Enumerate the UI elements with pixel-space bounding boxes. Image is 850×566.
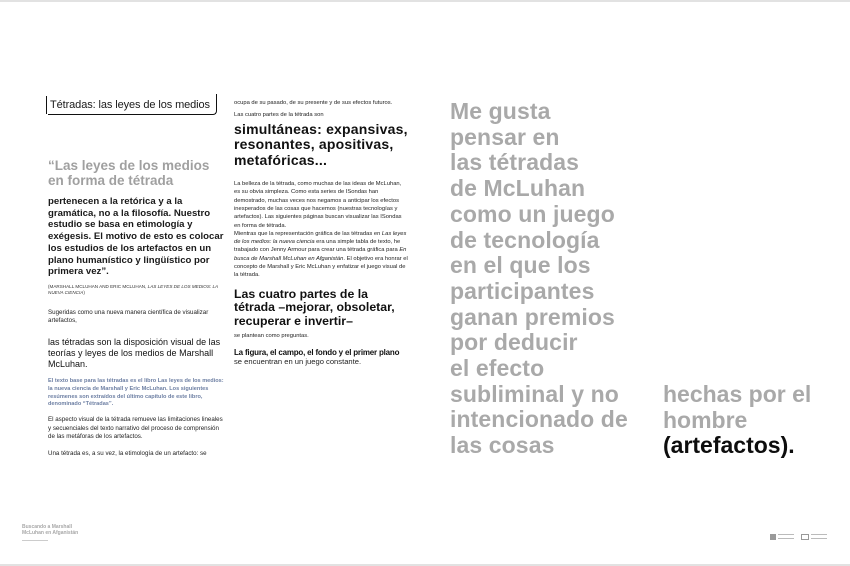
- statement-right: [663, 382, 843, 459]
- column-left: [48, 95, 224, 458]
- statement-line: Me gusta: [450, 98, 551, 124]
- statement-line: participantes: [450, 277, 595, 304]
- statement-line: subliminal y no: [450, 380, 619, 407]
- statement-line: pensar en: [450, 123, 560, 150]
- statement-line: el efecto: [450, 355, 545, 382]
- statement-line: intencionado de: [450, 406, 628, 433]
- institution-logo: [770, 533, 796, 540]
- paragraph-highlight: El texto base para las tétradas es el libro Las leyes de los medios: la nueva ciencia de Marshall y Eric McLuhan. Los siguientes resúmenes son extraídos del último capítulo de este libro, denominado “Tétradas”.: [48, 377, 224, 408]
- statement-grey: [450, 99, 680, 459]
- statement-right-line1: hechas por el: [663, 381, 812, 407]
- citation-end: ): [83, 290, 85, 296]
- paragraph-four-parts: Las cuatro partes de la tétrada son: [234, 112, 324, 119]
- paragraph-etymology: Una tétrada es, a su vez, la etimología de un artefacto: se: [48, 449, 207, 457]
- heading-simultaneous: simultáneas: expansivas, resonantes, apositivas, metafóricas...: [234, 120, 408, 168]
- section-title: Tétradas: las leyes de los medios: [50, 99, 210, 111]
- statement-line: por deducir: [450, 329, 578, 356]
- quote-heading: “Las leyes de los medios en forma de tétrada: [48, 158, 210, 188]
- paragraph-questions: se plantean como preguntas.: [234, 333, 309, 340]
- footer-line1: Buscando a Marshall: [22, 524, 73, 530]
- graphic-book-2: En busca de Marshall McLuhan en Afganistán: [234, 247, 407, 262]
- graphic-text-c: . El objetivo era honrar el concepto de Marshall y Eric McLuhan y enfatizar el juego visual de la tétrada.: [234, 255, 408, 279]
- statement-line: de McLuhan: [450, 175, 586, 202]
- citation-authors: (MARSHALL MCLUHAN AND ERIC MCLUHAN,: [48, 283, 148, 289]
- paragraph-visual: El aspecto visual de la tétrada remueve las limitaciones lineales y secuenciales del texto narrativo del proceso de comprensión de las metáforas de los artefactos.: [48, 416, 223, 441]
- top-rule: [0, 0, 850, 2]
- section-title-tab: [48, 96, 217, 115]
- footer-line3: [22, 536, 48, 541]
- statement-right-line2: hombre: [663, 406, 748, 433]
- paragraph-beauty: La belleza de la tétrada, como muchas de las ideas de McLuhan, es su obvia simpleza. Como esta series de ISondas han demostrado, muchas veces nos negamos a anticipar los efectos inesperados de las cosas que hacemos (nuestras tecnologías y artefactos). Las siguientes páginas buscan visualizar las ISondas en forma de tétrada.: [234, 181, 402, 229]
- statement-line: las cosas: [450, 432, 555, 459]
- statement-line: como un juego: [450, 200, 615, 227]
- heading-four-parts: Las cuatro partes de la tétrada –mejorar, obsoletar, recuperar e invertir–: [234, 286, 395, 329]
- graphic-text-b: era una simple tabla de texto, he trabajado con Jenny Armour para crear una tétrada gráfica para: [234, 239, 401, 254]
- footer-line2: McLuhan en Afganistán: [22, 530, 79, 536]
- paragraph-play: se encuentran en un juego constante.: [234, 357, 362, 367]
- citation-book: LAS LEYES DE LOS MEDIOS: LA NUEVA CIENCIA: [48, 283, 218, 296]
- quote-body: pertenecen a la retórica y a la gramática, no a la filosofía. Nuestro estudio se basa en etimología y exégesis. El motivo de esto es colocar los estudios de los artefactos en un plano humanístico y lingüístico por primera vez”.: [48, 196, 224, 278]
- paragraph-past: ocupa de su pasado, de su presente y de sus efectos futuros.: [234, 100, 393, 106]
- statement-line: ganan premios: [450, 303, 615, 330]
- statement-right-artefactos: (artefactos).: [663, 432, 795, 459]
- tab-tick: [46, 96, 47, 114]
- graphic-text-a: Mientras que la representación gráfica de las tétradas en: [234, 230, 382, 237]
- statement-line: en el que los: [450, 252, 591, 279]
- column-middle: [234, 99, 408, 366]
- publisher-logo: [801, 533, 829, 540]
- paragraph-lead: las tétradas son la disposición visual de las teorías y leyes de los medios de Marshall McLuhan.: [48, 336, 221, 369]
- quote-citation: [48, 284, 224, 297]
- footer-logos: [770, 533, 829, 540]
- footer-credit: [22, 524, 78, 541]
- paragraph-graphic: [234, 230, 408, 280]
- heading-figure-ground: La figura, el campo, el fondo y el primer plano: [234, 348, 400, 358]
- statement-line: las tétradas: [450, 149, 580, 176]
- graphic-book: Las leyes de los medios: la nueva ciencia: [234, 230, 407, 246]
- paragraph-intro: Sugeridas como una nueva manera científica de visualizar artefactos,: [48, 308, 209, 325]
- statement-line: de tecnología: [450, 226, 600, 253]
